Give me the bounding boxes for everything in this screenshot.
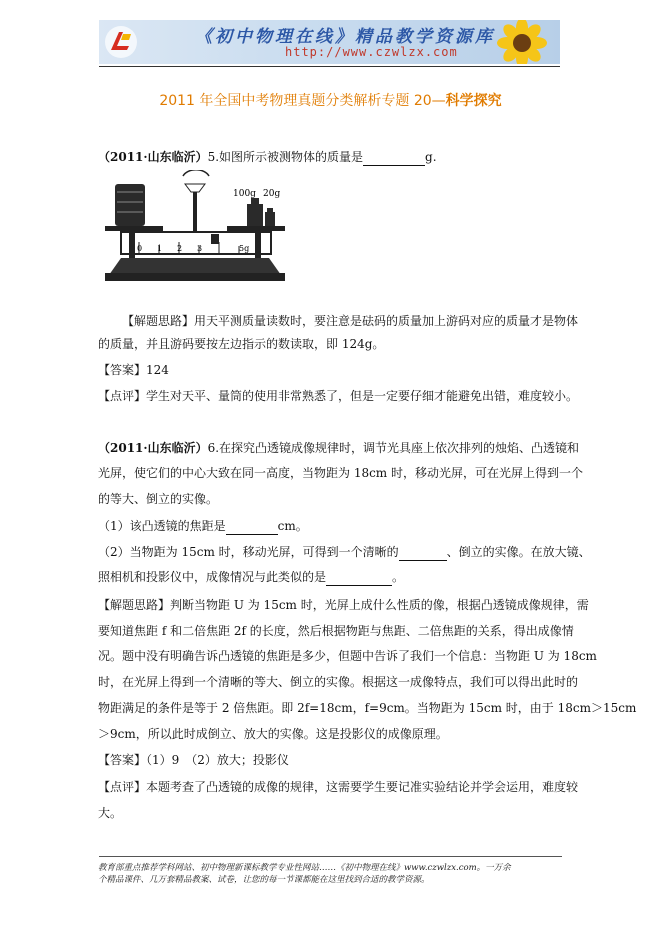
weight-20g-label: 20g — [263, 189, 281, 199]
tick-5g: 5g — [239, 244, 250, 253]
q5-analysis-line1: 【解题思路】用天平测质量读数时，要注意是砝码的质量加上游码对应的质量才是物体 — [122, 314, 579, 328]
q6-analysis-line5: 物距满足的条件是等于 2 倍焦距。即 2f=18cm，f=9cm。当物距为 15cm 时，由于 18cm＞15cm — [98, 701, 637, 715]
page-title: 2011 年全国中考物理真题分类解析专题 20—科学探究 — [159, 93, 502, 109]
q6-question-line1: （2011·山东临沂）6.在探究凸透镜成像规律时，调节光具座上依次排列的烛焰、凸透镜和 — [98, 441, 580, 455]
q5-comment: 【点评】学生对天平、量筒的使用非常熟悉了，但是一定要仔细才能避免出错，难度较小。 — [98, 389, 579, 403]
q6-analysis-line4: 时，在光屏上得到一个清晰的等大、倒立的实像。根据这一成像特点，我们可以得出此时的 — [98, 675, 579, 689]
footer — [98, 862, 562, 886]
footer-divider — [99, 856, 562, 857]
q6-question-line3: 的等大、倒立的实像。 — [98, 492, 219, 506]
q6-image-blank[interactable] — [399, 544, 447, 561]
footer-line1: 教育部重点推荐学科网站、初中物理新课标教学专业性网站……《初中物理在线》www.czwlzx.com。一万余 — [98, 863, 511, 873]
q5-analysis-line2: 的质量，并且游码要按左边指示的数读取，即 124g。 — [98, 337, 385, 351]
sunflower-icon — [492, 20, 554, 64]
q6-sub1: （1）该凸透镜的焦距是 cm。 — [98, 519, 308, 533]
q6-comment-line2: 大。 — [98, 806, 123, 820]
banner-url[interactable]: http://www.czwlzx.com — [285, 45, 458, 59]
q6-device-blank[interactable] — [326, 569, 392, 586]
header-divider — [99, 66, 560, 67]
q6-analysis-line1: 【解题思路】判断当物距 U 为 15cm 时，光屏上成什么性质的像，根据凸透镜成像规律，需 — [98, 598, 589, 612]
rider-slider — [211, 234, 219, 244]
q6-comment-line1: 【点评】本题考查了凸透镜的成像的规律，这需要学生要记准实验结论并学会运用，难度较 — [98, 780, 579, 794]
banner-title: 《初中物理在线》精品教学资源库 — [195, 27, 495, 47]
q5-answer-blank[interactable] — [363, 149, 425, 166]
q6-answer: 【答案】（1）9 （2）放大；投影仪 — [98, 753, 289, 767]
q6-analysis-line2: 要知道焦距 f 和二倍焦距 2f 的长度，然后根据物距与焦距、二倍焦距的关系，得出成像情 — [98, 624, 574, 638]
q6-focal-blank[interactable] — [226, 518, 278, 535]
site-logo-icon — [103, 24, 139, 60]
q5-answer: 【答案】124 — [98, 363, 169, 377]
balance-scale-figure — [99, 170, 289, 290]
q6-question-line2: 光屏，使它们的中心大致在同一高度，当物距为 18cm 时，移动光屏，可在光屏上得到一个 — [98, 466, 584, 480]
footer-line2: 个精品课件、几万套精品教案、试卷，让您的每一节课都能在这里找到合适的教学资源。 — [98, 875, 430, 885]
tick-3: 3 — [197, 244, 203, 253]
tick-2: 2 — [177, 244, 183, 253]
q6-analysis-line6: ＞9cm，所以此时成倒立、放大的实像。这是投影仪的成像原理。 — [98, 727, 448, 741]
q6-sub2-line1: （2）当物距为 15cm 时，移动光屏，可得到一个清晰的 、倒立的实像。在放大镜、 — [98, 545, 591, 559]
q5-question: （2011·山东临沂）5.如图所示被测物体的质量是 g. — [98, 150, 437, 164]
header-banner — [99, 20, 560, 64]
tick-0: 0 — [137, 244, 143, 253]
tick-1: 1 — [157, 244, 163, 253]
q6-sub2-line2: 照相机和投影仪中，成像情况与此类似的是 。 — [98, 570, 405, 584]
q6-analysis-line3: 况。题中没有明确告诉凸透镜的焦距是多少，但题中告诉了我们一个信息：当物距 U 为 18cm — [98, 649, 597, 663]
weight-100g-label: 100g — [233, 189, 256, 199]
